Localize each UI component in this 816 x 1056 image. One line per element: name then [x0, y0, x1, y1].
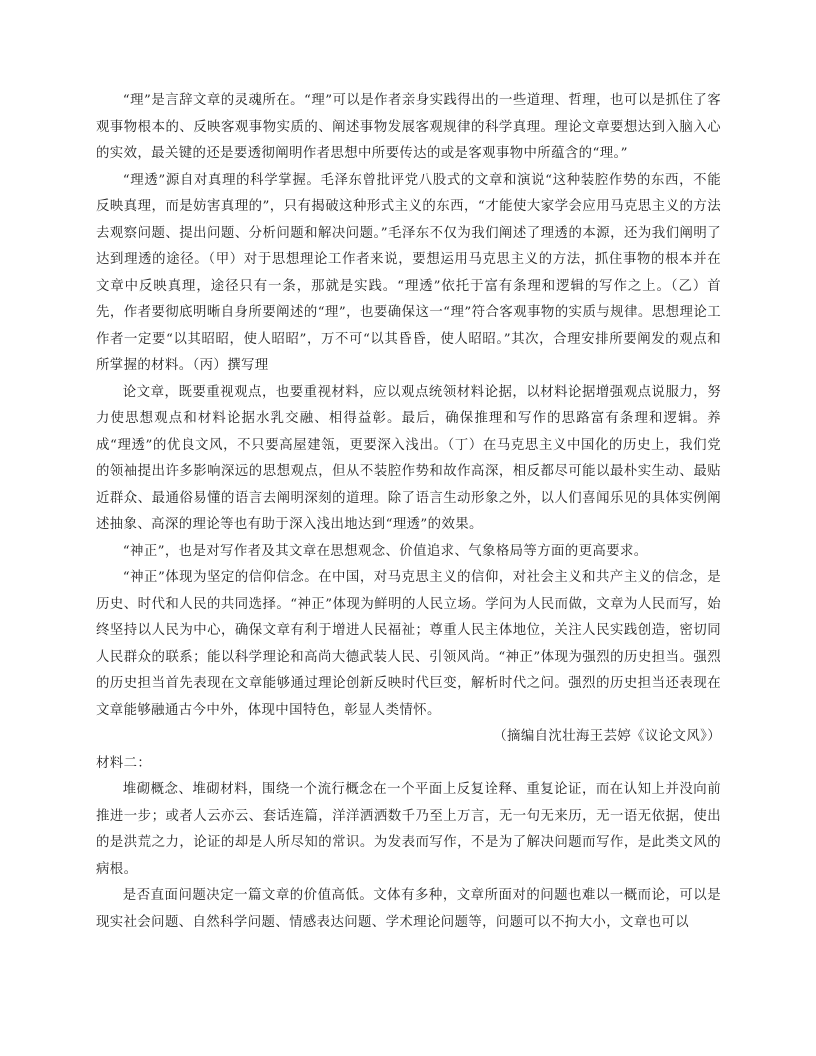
paragraph-li-tou: “理透”源自对真理的科学掌握。毛泽东曾批评党八股式的文章和演说“这种装腔作势的东西，不能反映真理，而是妨害真理的”，只有揭破这种形式主义的东西，“才能使大家学会应用马克思主义的方法去观察问题、提出问题、分析问题和解决问题。”毛泽东不仅为我们阐述了理透的本源，还为我们阐明了达到理透的途径。（甲）对于思想理论工作者来说，要想运用马克思主义的方法，抓住事物的根本并在文章中反映真理，途径只有一条，那就是实践。“理透”依托于富有条理和逻辑的写作之上。（乙）首先，作者要彻底明晰自身所要阐述的“理”，也要确保这一“理”符合客观事物的实质与规律。思想理论工作者一定要“以其昭昭，使人昭昭”，万不可“以其昏昏，使人昭昭。”其次，合理安排所要阐发的观点和所掌握的材料。（丙）撰写理: [96, 172, 721, 373]
paragraph-li-definition: “理”是言辞文章的灵魂所在。“理”可以是作者亲身实践得出的一些道理、哲理，也可以是抓住了客观事物根本的、反映客观事物实质的、阐述事物发展客观规律的科学真理。理论文章要想达到入脑入心的实效，最关键的还是要透彻阐明作者思想中所要传达的或是客观事物中所蕴含的“理。”: [96, 93, 721, 161]
paragraph-li-tou-continued: 论文章，既要重视观点，也要重视材料，应以观点统领材料论据，以材料论据增强观点说服力，努力使思想观点和材料论据水乳交融、相得益彰。最后，确保推理和写作的思路富有条理和逻辑。养成“理透”的优良文风，不只要高屋建瓴，更要深入浅出。（丁）在马克思主义中国化的历史上，我们党的领袖提出许多影响深远的思想观点，但从不装腔作势和故作高深，相反都尽可能以最朴实生动、最贴近群众、最通俗易懂的语言去阐明深刻的道理。除了语言生动形象之外，以人们喜闻乐见的具体实例阐述抽象、高深的理论等也有助于深入浅出地达到“理透”的效果。: [96, 384, 721, 532]
paragraph-shen-zheng-intro: “神正”，也是对写作者及其文章在思想观念、价值追求、气象格局等方面的更高要求。: [122, 543, 648, 559]
document-page: [96, 88, 721, 936]
paragraph-material-two-1: 堆砌概念、堆砌材料，围绕一个流行概念在一个平面上反复诠释、重复论证，而在认知上并没向前推进一步；或者人云亦云、套话连篇，洋洋洒洒数千乃至上万言，无一句无来历，无一语无依据，使出的是洪荒之力，论证的却是人所尽知的常识。为发表而写作，不是为了解决问题而写作，是此类文风的病根。: [96, 782, 721, 877]
paragraph-shen-zheng: “神正”体现为坚定的信仰信念。在中国，对马克思主义的信仰，对社会主义和共产主义的信念，是历史、时代和人民的共同选择。“神正”体现为鲜明的人民立场。学问为人民而做，文章为人民而写，始终坚持以人民为中心，确保文章有利于增进人民福祉；尊重人民主体地位，关注人民实践创造，密切同人民群众的联系；能以科学理论和高尚大德武装人民、引领风尚。“神正”体现为强烈的历史担当。强烈的历史担当首先表现在文章能够通过理论创新反映时代巨变，解析时代之问。强烈的历史担当还表现在文章能够融通古今中外，体现中国特色，彰显人类情怀。: [96, 570, 721, 718]
material-two-label: 材料二：: [96, 755, 152, 771]
paragraph-material-two-2: 是否直面问题决定一篇文章的价值高低。文体有多种，文章所面对的问题也难以一概而论，可以是现实社会问题、自然科学问题、情感表达问题、学术理论问题等，问题可以不拘大小，文章也可以: [96, 888, 721, 930]
source-citation: （摘编自沈壮海王芸婷《议论文风》）: [493, 729, 721, 744]
